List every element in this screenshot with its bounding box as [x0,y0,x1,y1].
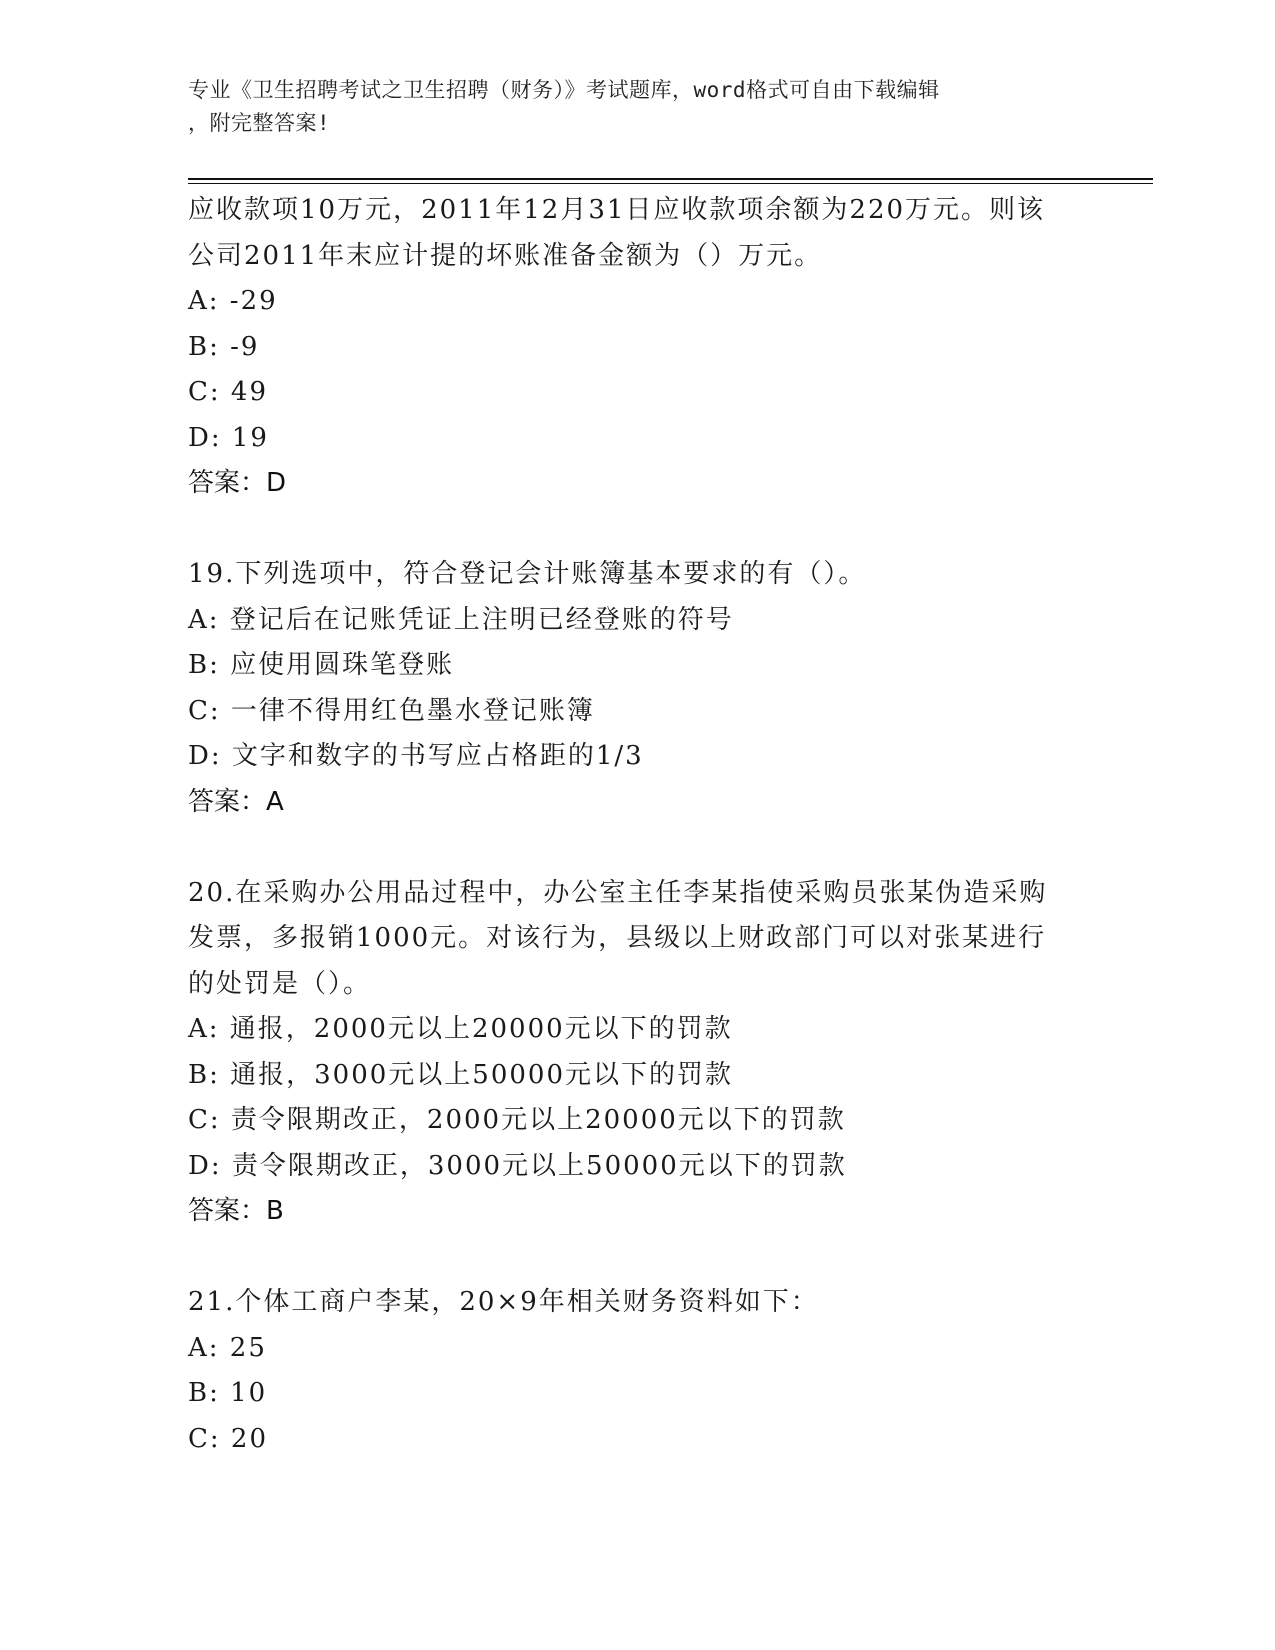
option-d: D: 19 [188,422,269,453]
question-stem-line: 19.下列选项中，符合登记会计账簿基本要求的有（）。 [188,559,867,589]
option-c: C: 责令限期改正，2000元以上20000元以下的罚款 [188,1105,846,1135]
option-c: C: 一律不得用红色墨水登记账簿 [188,695,595,726]
header-divider-thick [188,178,1153,180]
option-c: C: 49 [188,377,269,407]
spacer [188,507,1088,553]
question-18 [188,188,1088,507]
question-19 [188,552,1088,825]
header-divider-thin [188,183,1153,184]
option-d: D: 文字和数字的书写应占格距的1/3 [188,741,644,771]
option-b: B: 应使用圆珠笔登账 [188,650,455,680]
option-a: A: 通报，2000元以上20000元以下的罚款 [188,1014,733,1044]
question-stem-line: 发票，多报销1000元。对该行为，县级以上财政部门可以对张某进行 [188,923,1047,953]
question-stem-line: 应收款项10万元，2011年12月31日应收款项余额为220万元。则该 [188,195,1046,225]
answer-line: 答案：B [188,1196,284,1226]
spacer [188,1235,1088,1281]
option-a: A: 登记后在记账凭证上注明已经登账的符号 [188,604,734,635]
header-title-line-2: ，附完整答案! [188,111,331,135]
option-a: A: 25 [188,1332,267,1363]
question-21 [188,1280,1088,1462]
answer-line: 答案：A [188,786,284,817]
option-d: D: 责令限期改正，3000元以上50000元以下的罚款 [188,1150,847,1181]
question-stem-line: 20.在采购办公用品过程中，办公室主任李某指使采购员张某伪造采购 [188,877,1048,908]
question-stem-line: 公司2011年末应计提的坏账准备金额为（）万元。 [188,240,823,271]
option-c: C: 20 [188,1423,269,1454]
question-stem-line: 的处罚是（）。 [188,968,372,999]
spacer [188,825,1088,871]
question-20 [188,871,1088,1235]
option-b: B: -9 [188,331,260,362]
option-b: B: 通报，3000元以上50000元以下的罚款 [188,1059,734,1090]
question-list [188,188,1088,1462]
question-stem-line: 21.个体工商户李某，20×9年相关财务资料如下： [188,1287,819,1317]
document-header [188,74,1068,140]
answer-line: 答案：D [188,468,287,498]
option-a: A: -29 [188,286,278,316]
option-b: B: 10 [188,1378,268,1408]
header-title-line-1: 专业《卫生招聘考试之卫生招聘（财务）》考试题库，word格式可自由下载编辑 [188,78,940,102]
